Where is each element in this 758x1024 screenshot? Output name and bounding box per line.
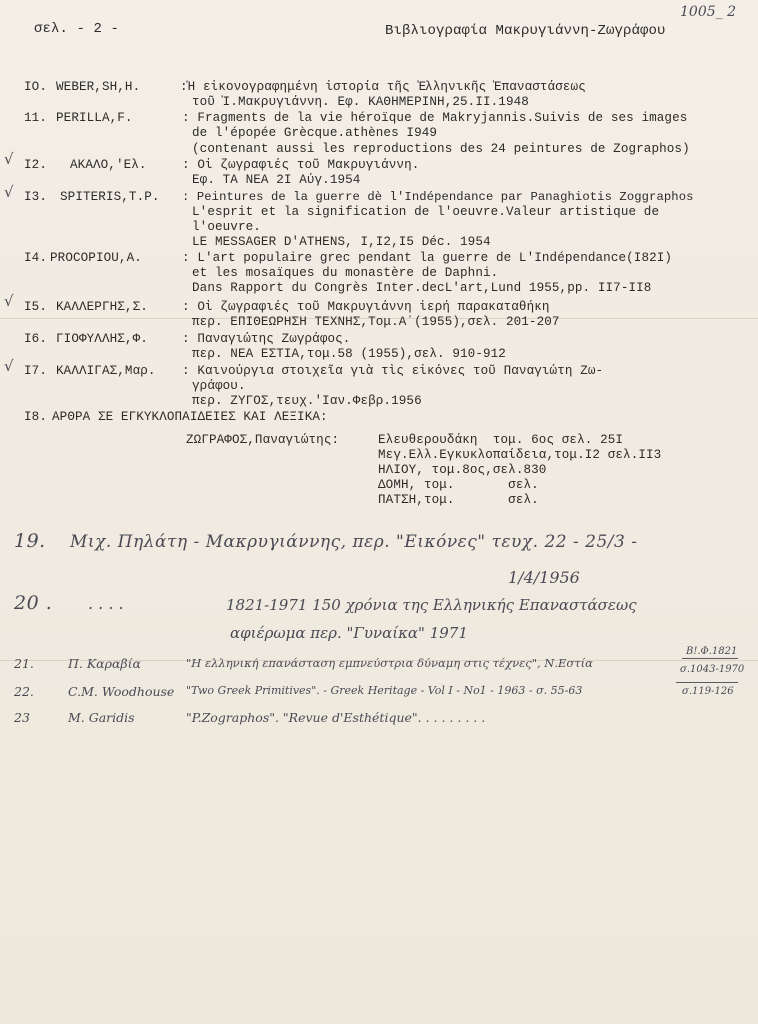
- check-mark-icon: √: [4, 357, 14, 375]
- handwritten-number: 19.: [14, 530, 46, 552]
- handwritten-line: αφιέρωμα περ. "Γυναίκα" 1971: [230, 624, 468, 642]
- encyclopedia-line: Μεγ.Ελλ.Εγκυκλοπαίδεια,τομ.Ι2 σελ.ΙΙ3: [378, 448, 662, 462]
- page-label: σελ. - 2 -: [34, 21, 120, 37]
- check-mark-icon: √: [4, 183, 14, 201]
- entry-author: ΑΚΑΛΟ,'Ελ.: [70, 158, 147, 172]
- handwritten-dots: . . . .: [88, 594, 124, 613]
- entry-line: l'oeuvre.: [192, 220, 261, 234]
- entry-line: : Fragments de la vie héroïque de Makryjannis.Suivis de ses images: [182, 111, 688, 125]
- entry-number: I4.: [24, 251, 47, 265]
- entry-line: L'esprit et la signification de l'oeuvre.Valeur artistique de: [192, 205, 660, 219]
- document-title: Βιβλιογραφία Μακρυγιάννη-Ζωγράφου: [385, 23, 666, 39]
- entry-line: LE MESSAGER D'ATHENS, I,I2,I5 Déc. 1954: [192, 235, 491, 249]
- handwritten-author: C.M. Woodhouse: [68, 684, 175, 699]
- entry-number: 11.: [24, 111, 47, 125]
- entry-author: WEBER,SH,H.: [56, 80, 141, 94]
- entry-line: (contenant aussi les reproductions des 24 peintures de Zographos): [192, 142, 690, 156]
- entry-number: I3.: [24, 190, 47, 204]
- entry-line: Dans Rapport du Congrès Inter.decL'art,Lund 1955,pp. II7-II8: [192, 281, 652, 295]
- entry-line: de l'épopée Grècque.athènes I949: [192, 126, 438, 140]
- entry-author: ΓΙΟΦΥΛΛΗΣ,Φ.: [56, 332, 148, 346]
- encyclopedia-line: ΔΟΜΗ, τομ. σελ.: [378, 478, 539, 492]
- entry-line: γράφου.: [192, 379, 246, 393]
- entry-line: : Παναγιώτης Ζωγράφος.: [182, 332, 351, 346]
- entry-line: περ. ΕΠΙΘΕΩΡΗΣΗ ΤΕΧΝΗΣ,Τομ.Α΄(1955),σελ. 201-207: [192, 315, 560, 329]
- handwritten-number: 22.: [14, 684, 34, 699]
- entry-line: et les mosaïques du monastère de Daphni.: [192, 266, 499, 280]
- handwritten-line: "P.Zographos". "Revue d'Esthétique". . . . . . . . .: [186, 710, 486, 725]
- handwritten-author: M. Garidis: [68, 710, 135, 725]
- check-mark-icon: √: [4, 292, 14, 310]
- encyclopedia-line: Ελευθερουδάκη τομ. 6ος σελ. 25Ι: [378, 433, 624, 447]
- entry-line: :Ἡ εἰκονογραφημένη ἱστορία τῆς Ἑλληνικῆς Ἐπαναστάσεως: [180, 80, 586, 94]
- entry-line: : Καινούργια στοιχεῖα γιὰ τὶς εἰκόνες τοῦ Παναγιώτη Ζω-: [182, 364, 604, 378]
- corner-note: 1005_ 2: [680, 4, 736, 20]
- encyclopedia-line: ΠΑΤΣΗ,τομ. σελ.: [378, 493, 539, 507]
- entry-line: : Οἱ ζωγραφιές τοῦ Μακρυγιάννη ἱερή παρακαταθήκη: [182, 300, 550, 314]
- entry-number: I2.: [24, 158, 47, 172]
- handwritten-note: Β!.Φ.1821: [686, 646, 738, 657]
- entry-line: περ. ΖΥΓΟΣ,τευχ.'Ιαν.Φεβρ.1956: [192, 394, 422, 408]
- handwritten-number: 20 .: [14, 592, 53, 614]
- entry-heading: ΑΡΘΡΑ ΣΕ ΕΓΚΥΚΛΟΠΑΙΔΕΙΕΣ ΚΑΙ ΛΕΞΙΚΑ:: [52, 410, 328, 424]
- entry-line: Εφ. ΤΑ ΝΕΑ 2Ι Αύγ.1954: [192, 173, 361, 187]
- entry-author: ΚΑΛΛΙΓΑΣ,Μαρ.: [56, 364, 156, 378]
- entry-author: SPITERIS,T.P.: [60, 190, 160, 204]
- handwritten-number: 23: [14, 710, 30, 725]
- encyclopedia-line: ΗΛΙΟΥ, τομ.8ος,σελ.830: [378, 463, 547, 477]
- handwritten-line: 1821-1971 150 χρόνια της Ελληνικής Επαναστάσεως: [226, 596, 637, 614]
- entry-number: I6.: [24, 332, 47, 346]
- encyclopedia-label: ΖΩΓΡΑΦΟΣ,Παναγιώτης:: [186, 433, 340, 447]
- handwritten-line: 1/4/1956: [508, 568, 580, 587]
- handwritten-number: 21.: [14, 656, 34, 671]
- entry-line: : Οἱ ζωγραφιές τοῦ Μακρυγιάννη.: [182, 158, 420, 172]
- entry-line: περ. ΝΕΑ ΕΣΤΙΑ,τομ.58 (1955),σελ. 910-912: [192, 347, 506, 361]
- entry-author: ΚΑΛΛΕΡΓΗΣ,Σ.: [56, 300, 148, 314]
- entry-author: PROCOPIOU,A.: [50, 251, 142, 265]
- underline: [676, 682, 738, 683]
- handwritten-note: σ.1043-1970: [680, 664, 745, 675]
- handwritten-note: σ.119-126: [682, 686, 734, 697]
- entry-line: : Peintures de la guerre dè l'Indépendance par Panaghiotis Zoggraphos: [182, 190, 694, 204]
- entry-line: : L'art populaire grec pendant la guerre de L'Indépendance(I82I): [182, 251, 673, 265]
- entry-number: I7.: [24, 364, 47, 378]
- entry-number: I8.: [24, 410, 47, 424]
- entry-line: τοῦ Ἰ.Μακρυγιάννη. Εφ. ΚΑΘΗΜΕΡΙΝΗ,25.II.1948: [192, 95, 529, 109]
- entry-author: PERILLA,F.: [56, 111, 133, 125]
- handwritten-line: "Two Greek Primitives". - Greek Heritage - Vol I - No1 - 1963 - σ. 55-63: [186, 684, 583, 697]
- entry-number: IO.: [24, 80, 47, 94]
- underline: [682, 658, 738, 659]
- handwritten-line: "Η ελληνική επανάσταση εμπνεύστρια δύναμη στις τέχνες", Ν.Εστία: [186, 656, 593, 670]
- handwritten-author: Π. Καραβία: [68, 656, 141, 671]
- handwritten-line: Μιχ. Πηλάτη - Μακρυγιάννης, περ. "Εικόνες" τευχ. 22 - 25/3 -: [70, 532, 638, 552]
- entry-number: I5.: [24, 300, 47, 314]
- check-mark-icon: √: [4, 150, 14, 168]
